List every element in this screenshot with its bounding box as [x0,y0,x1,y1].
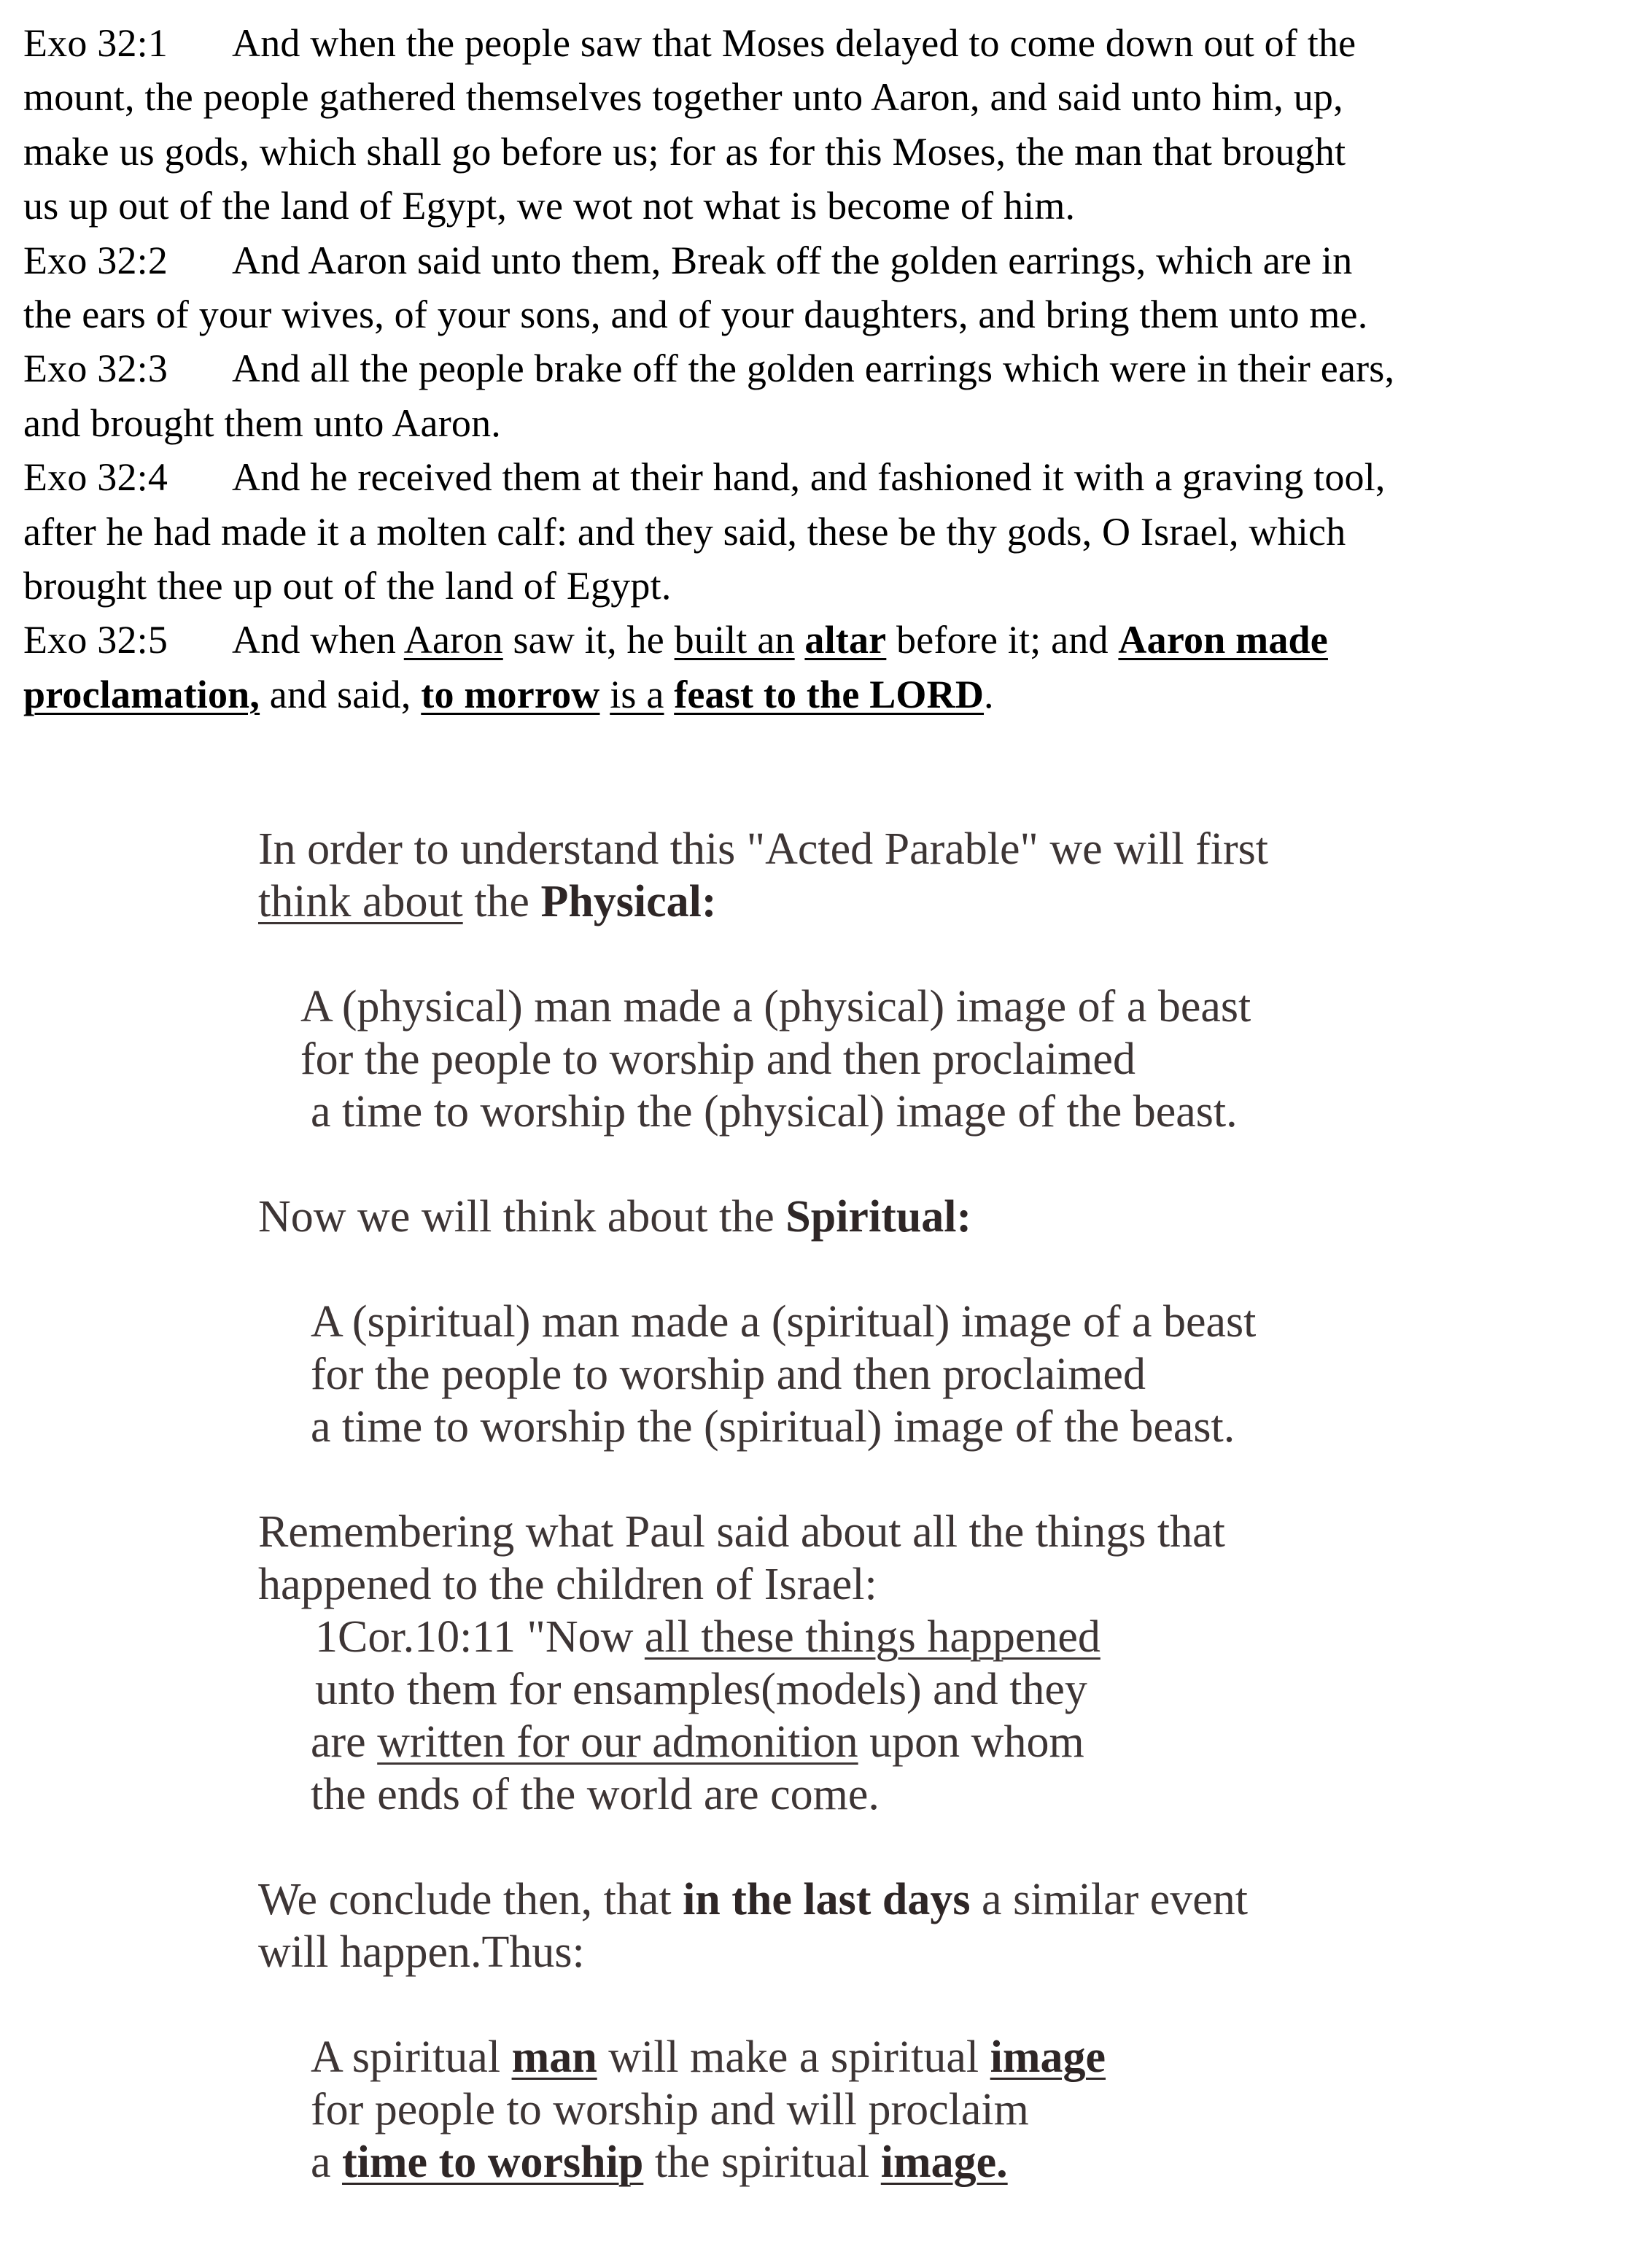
spiritual-line: for the people to worship and then proclaimed [311,1350,1146,1399]
remember-line: Remembering what Paul said about all the things that [258,1507,1225,1557]
underlined-phrase: written for our admonition [377,1717,858,1767]
verse-text: . [984,672,994,716]
verse-text [664,673,675,716]
text: A spiritual [311,2032,512,2082]
quote-line [258,1611,1571,1663]
verse-ref: Exo 32:2 [23,238,168,282]
verse-text: brought thee up out of the land of Egypt. [23,564,672,608]
verse-text: And when [232,618,404,662]
quote-line: unto them for ensamples(models) and they [315,1665,1087,1714]
emphasized-phrase: feast to the LORD [674,672,985,716]
emphasized-phrase: time to worship [342,2137,644,2187]
now-line [258,1191,1571,1243]
spiritual-line: a time to worship the (spiritual) image of the beast. [311,1402,1235,1452]
verse-text: mount, the people gathered themselves together unto Aaron, and said unto him, up, [23,75,1343,120]
verse-ref: Exo 32:4 [23,455,168,500]
verse-text: after he had made it a molten calf: and they said, these be thy gods, O Israel, which [23,509,1346,554]
text: a similar event [970,1875,1249,1924]
scripture-passage [23,16,1628,721]
verse-text: the ears of your wives, of your sons, and of your daughters, and bring them unto me. [23,293,1368,337]
emphasized-word: man [511,2032,597,2082]
text: are [311,1717,378,1767]
quote-line [258,1716,1571,1768]
emphasized-word: Spiritual: [785,1192,972,1242]
verse-text: And he received them at their hand, and fashioned it with a graving tool, [232,455,1386,500]
verse-1 [23,16,1628,70]
remember-line: happened to the children of Israel: [258,1560,877,1609]
intro-line [258,875,1571,928]
verse-text: And all the people brake off the golden earrings which were in their ears, [232,347,1395,391]
verse-2 [23,233,1628,287]
text: the spiritual [643,2137,881,2187]
final-line: for people to worship and will proclaim [311,2085,1029,2135]
underlined-phrase: is a [610,672,664,716]
verse-text: before it; and [886,618,1119,662]
emphasized-word: image [990,2032,1106,2082]
verse-5 [23,613,1628,667]
emphasized-word: altar [804,618,887,662]
verse-text: us up out of the land of Egypt, we wot not what is become of him. [23,184,1076,228]
verse-text [23,667,1628,721]
verse-text: and said, [260,672,422,716]
text: 1Cor.10:11 "Now [315,1612,645,1662]
verse-4 [23,450,1628,504]
emphasized-word: image. [880,2137,1008,2187]
final-line [258,2136,1571,2188]
text: Now we will think about the [258,1192,786,1242]
verse-3 [23,341,1628,395]
final-line [258,2031,1571,2083]
conclude-line [258,1873,1571,1926]
verse-ref: Exo 32:5 [23,618,168,662]
text: We conclude then, that [258,1875,683,1924]
underlined-phrase: all these things happened [644,1612,1100,1662]
verse-ref: Exo 32:3 [23,347,168,391]
underlined-word: Aaron [403,618,503,662]
verse-text: make us gods, which shall go before us; for as for this Moses, the man that brought [23,129,1346,174]
emphasized-phrase: in the last days [683,1875,971,1924]
emphasized-phrase: to morrow [421,672,600,716]
verse-text: And when the people saw that Moses delayed to come down out of the [232,21,1356,65]
verse-text [600,673,610,716]
verse-ref: Exo 32:1 [23,21,168,65]
text: a [311,2137,343,2187]
verse-text [795,618,805,662]
text: will make a spiritual [597,2032,990,2082]
verse-text: saw it, he [502,618,675,662]
emphasized-word: Physical: [540,877,717,926]
verse-text: And Aaron said unto them, Break off the golden earrings, which are in [232,238,1353,282]
physical-line: a time to worship the (physical) image of the beast. [311,1087,1238,1137]
text: the [462,877,541,926]
quote-line: the ends of the world are come. [311,1770,880,1819]
emphasized-phrase: Aaron made [1118,618,1328,662]
intro-line: In order to understand this "Acted Parable" we will first [258,824,1268,874]
text: upon whom [858,1717,1084,1767]
commentary [258,823,1571,2188]
underlined-phrase: think about [258,877,463,926]
physical-line: for the people to worship and then proclaimed [300,1034,1135,1084]
verse-text: and brought them unto Aaron. [23,400,501,445]
underlined-phrase: built an [674,618,795,662]
conclude-line: will happen.Thus: [258,1927,585,1977]
spiritual-line: A (spiritual) man made a (spiritual) image of a beast [311,1297,1257,1347]
emphasized-word: proclamation, [23,672,260,716]
physical-line: A (physical) man made a (physical) image of a beast [300,982,1251,1032]
